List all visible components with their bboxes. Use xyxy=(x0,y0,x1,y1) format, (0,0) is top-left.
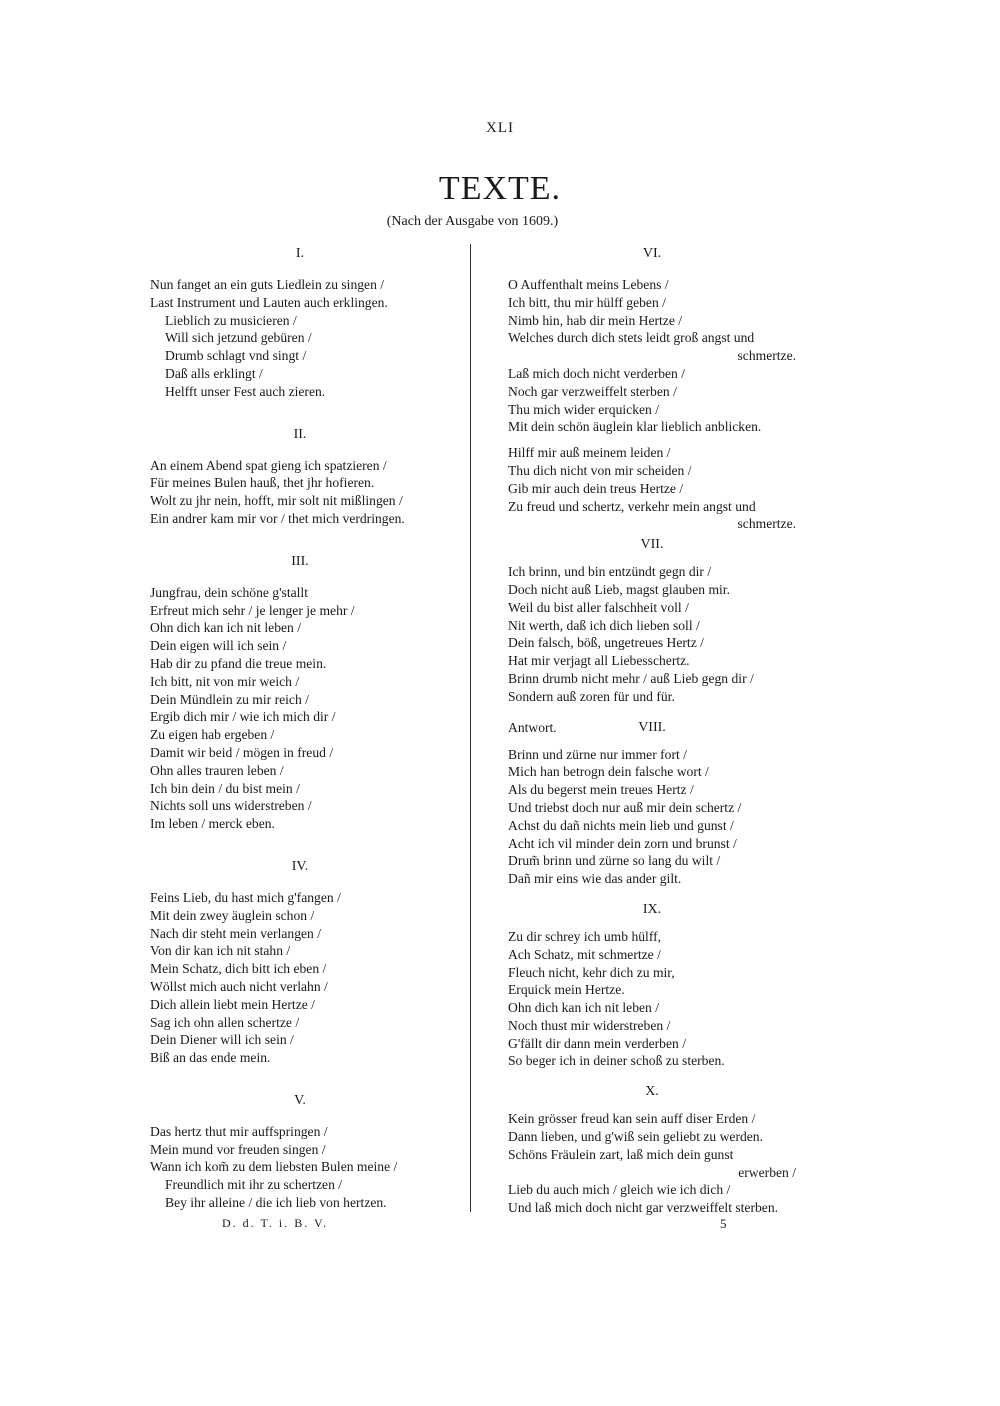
page-number: XLI xyxy=(486,120,514,136)
left-column xyxy=(150,244,450,1212)
footer-signature: D. d. T. i. B. V. xyxy=(222,1216,329,1230)
verse-line: Ich bin dein / du bist mein / xyxy=(150,780,300,796)
verse-line: Erfreut mich sehr / je lenger je mehr / xyxy=(150,602,355,618)
verse-line: Noch gar verzweiffelt sterben / xyxy=(508,383,677,399)
poem-numeral: IX. xyxy=(642,901,662,917)
verse-line: erwerben / xyxy=(738,1164,796,1180)
verse-line: Mit dein schön äuglein klar lieblich anblicken. xyxy=(508,419,762,435)
verse-line: Lieb du auch mich / gleich wie ich dich / xyxy=(508,1182,731,1198)
right-column xyxy=(508,244,796,1217)
verse-line: Welches durch dich stets leidt groß angst und xyxy=(508,330,755,346)
verse-line: O Auffenthalt meins Lebens / xyxy=(508,277,669,292)
poem-numeral: VII. xyxy=(640,537,664,553)
verse-line: Hat mir verjagt all Liebesschertz. xyxy=(508,653,690,669)
verse-line: Thu mich wider erquicken / xyxy=(508,401,659,417)
poem-numeral: I. xyxy=(295,246,305,261)
poem-label: Antwort. xyxy=(508,719,557,735)
verse-line: Helfft unser Fest auch zieren. xyxy=(165,383,326,399)
verse-line: Brinn drumb nicht mehr / auß Lieb gegn dir / xyxy=(508,670,754,686)
verse-line: Von dir kan ich nit stahn / xyxy=(150,943,291,959)
verse-line: Zu dir schrey ich umb hülff, xyxy=(508,928,662,944)
verse-line: Nun fanget an ein guts Liedlein zu singen / xyxy=(150,277,385,292)
verse-line: Mit dein zwey äuglein schon / xyxy=(150,907,315,923)
verse-lines xyxy=(508,563,796,705)
verse-line: Laß mich doch nicht verderben / xyxy=(508,365,686,381)
verse-line: Im leben / merck eben. xyxy=(150,816,275,832)
verse-line: schmertze. xyxy=(737,516,796,532)
verse-line: Nach dir steht mein verlangen / xyxy=(150,925,321,941)
verse-line: Nichts soll uns widerstreben / xyxy=(150,798,312,814)
verse-lines xyxy=(150,1123,450,1212)
verse-lines xyxy=(508,928,796,1070)
verse-line: Daß alls erklingt / xyxy=(165,365,263,381)
verse-line: Bey ihr alleine / die ich lieb von hertzen. xyxy=(165,1195,387,1211)
verse-line: Thu dich nicht von mir scheiden / xyxy=(508,462,692,478)
verse-line: Dañ mir eins wie das ander gilt. xyxy=(508,871,682,887)
poem-numeral: IV. xyxy=(291,858,309,874)
verse-line: Ach Schatz, mit schmertze / xyxy=(508,946,661,962)
verse-line: Ich bitt, thu mir hülff geben / xyxy=(508,294,666,310)
verse-lines xyxy=(150,457,450,528)
verse-line: Damit wir beid / mögen in freud / xyxy=(150,744,334,760)
verse-line: Mich han betrogn dein falsche wort / xyxy=(508,764,709,780)
poem xyxy=(508,244,796,533)
verse-line: Ohn alles trauren leben / xyxy=(150,762,284,778)
poem-numeral: VI. xyxy=(642,246,662,261)
verse-line: Dein Diener will ich sein / xyxy=(150,1032,294,1048)
verse-line: Wolt zu jhr nein, hofft, mir solt nit mißlingen / xyxy=(150,493,403,509)
verse-lines xyxy=(508,1110,796,1217)
verse-line: Erquick mein Hertze. xyxy=(508,982,625,998)
footer-sheet-number: 5 xyxy=(720,1216,727,1231)
verse-line: Für meines Bulen hauß, thet jhr hofieren. xyxy=(150,475,375,491)
verse-line: Fleuch nicht, kehr dich zu mir, xyxy=(508,964,675,980)
verse-line: G'fällt dir dann mein verderben / xyxy=(508,1035,686,1051)
verse-line: Und laß mich doch nicht gar verzweiffelt sterben. xyxy=(508,1200,779,1216)
verse-line: Biß an das ende mein. xyxy=(150,1050,271,1066)
verse-line: Kein grösser freud kan sein auff diser Erden / xyxy=(508,1111,756,1127)
verse-line: Freundlich mit ihr zu schertzen / xyxy=(165,1177,343,1193)
verse-line: Nimb hin, hab dir mein Hertze / xyxy=(508,312,683,328)
verse-line: Ergib dich mir / wie ich mich dir / xyxy=(150,709,336,725)
poem xyxy=(508,900,796,1070)
verse-line: Weil du bist aller falschheit voll / xyxy=(508,599,689,615)
verse-line: Will sich jetzund gebüren / xyxy=(165,330,312,346)
verse-lines xyxy=(508,276,796,436)
verse-line: An einem Abend spat gieng ich spatzieren / xyxy=(150,457,387,473)
poem xyxy=(150,552,450,843)
verse-line: Dein falsch, böß, ungetreues Hertz / xyxy=(508,635,704,651)
column-divider xyxy=(470,244,471,1212)
page-title: TEXTE. xyxy=(438,170,562,207)
verse-line: Ohn dich kan ich nit leben / xyxy=(508,1000,660,1016)
poem-numeral: III. xyxy=(291,553,309,569)
verse-line: So beger ich in deiner schoß zu sterben. xyxy=(508,1053,725,1069)
poem xyxy=(150,1091,450,1212)
verse-line: Hab dir zu pfand die treue mein. xyxy=(150,655,327,671)
verse-line: Gib mir auch dein treus Hertze / xyxy=(508,480,684,496)
verse-line: schmertze. xyxy=(737,348,796,364)
verse-line: Dein Mündlein zu mir reich / xyxy=(150,691,309,707)
verse-line: Schöns Fräulein zart, laß mich dein gunst xyxy=(508,1146,734,1162)
verse-line: Acht ich vil minder dein zorn und brunst / xyxy=(508,835,737,851)
verse-lines xyxy=(150,584,450,833)
verse-lines xyxy=(508,746,796,888)
verse-line: Hilff mir auß meinem leiden / xyxy=(508,445,671,461)
page-subtitle: (Nach der Ausgabe von 1609.) xyxy=(386,214,559,229)
verse-line: Nit werth, daß ich dich lieben soll / xyxy=(508,617,700,633)
verse-line: Noch thust mir widerstreben / xyxy=(508,1017,671,1033)
verse-line: Ein andrer kam mir vor / thet mich verdringen. xyxy=(150,510,405,526)
verse-line: Brinn und zürne nur immer fort / xyxy=(508,746,687,762)
verse-line: Doch nicht auß Lieb, magst glauben mir. xyxy=(508,581,730,597)
verse-line: Achst du dañ nichts mein lieb und gunst / xyxy=(508,817,734,833)
verse-line: Sag ich ohn allen schertze / xyxy=(150,1014,300,1030)
poem xyxy=(150,857,450,1077)
verse-line: Drum̃ brinn und zürne so lang du wilt / xyxy=(508,853,721,869)
poem-numeral: X. xyxy=(645,1084,659,1100)
verse-line: Ich bitt, nit von mir weich / xyxy=(150,673,300,689)
verse-line: Als du begerst mein treues Hertz / xyxy=(508,782,694,798)
poem-numeral: VIII. xyxy=(638,719,666,735)
poem xyxy=(508,1082,796,1217)
poem xyxy=(150,425,450,538)
verse-line: Ich brinn, und bin entzündt gegn dir / xyxy=(508,564,712,580)
verse-line: Feins Lieb, du hast mich g'fangen / xyxy=(150,889,341,905)
poem-numeral: V. xyxy=(294,1092,306,1108)
verse-line: Ohn dich kan ich nit leben / xyxy=(150,620,302,636)
verse-lines xyxy=(508,444,796,533)
poem xyxy=(508,718,796,888)
verse-line: Mein Schatz, dich bitt ich eben / xyxy=(150,961,327,977)
verse-line: Last Instrument und Lauten auch erklingen. xyxy=(150,294,388,310)
verse-line: Wann ich kom̃ zu dem liebsten Bulen meine / xyxy=(150,1159,398,1175)
verse-lines xyxy=(150,889,450,1067)
verse-line: Dich allein liebt mein Hertze / xyxy=(150,996,315,1012)
verse-line: Zu eigen hab ergeben / xyxy=(150,727,275,743)
verse-line: Drumb schlagt vnd singt / xyxy=(165,348,307,364)
verse-line: Wöllst mich auch nicht verlahn / xyxy=(150,978,328,994)
verse-line: Dann lieben, und g'wiß sein geliebt zu werden. xyxy=(508,1129,763,1145)
verse-line: Dein eigen will ich sein / xyxy=(150,638,287,654)
poem-numeral: II. xyxy=(293,426,307,442)
verse-line: Mein mund vor freuden singen / xyxy=(150,1141,326,1157)
poem xyxy=(508,535,796,705)
verse-line: Lieblich zu musicieren / xyxy=(165,312,297,328)
verse-line: Jungfrau, dein schöne g'stallt xyxy=(150,584,308,600)
poem xyxy=(150,244,450,411)
verse-line: Und triebst doch nur auß mir dein schertz / xyxy=(508,799,742,815)
verse-line: Das hertz thut mir auffspringen / xyxy=(150,1123,328,1139)
verse-line: Zu freud und schertz, verkehr mein angst und xyxy=(508,498,756,514)
verse-line: Sondern auß zoren für und für. xyxy=(508,688,675,704)
verse-lines xyxy=(150,276,450,401)
